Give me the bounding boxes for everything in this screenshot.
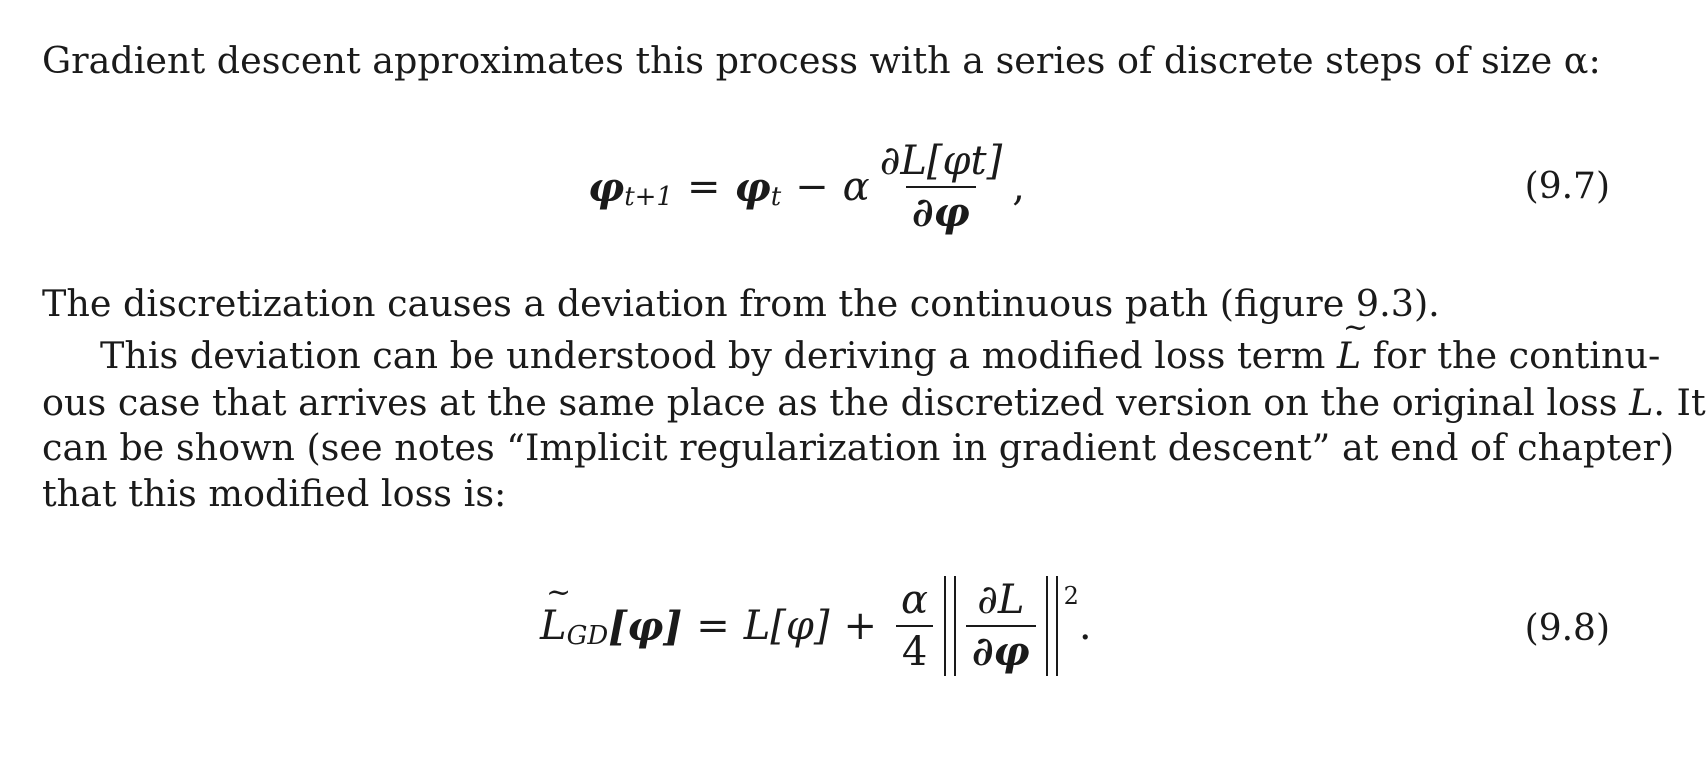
equation-9-8 xyxy=(540,576,1092,676)
eq2-gradient-denominator: ∂φ xyxy=(966,625,1036,673)
paragraph-discretization xyxy=(42,279,1440,328)
eq1-rhs-subscript: t xyxy=(770,182,782,212)
paragraph-deviation-line3 xyxy=(42,423,1674,472)
eq2-norm xyxy=(938,576,1064,676)
line3-text: can be shown (see notes “Implicit regularization in gradient descent” at end of chapter) xyxy=(42,426,1675,469)
eq2-alpha-fraction xyxy=(895,579,934,673)
paragraph-intro xyxy=(42,36,1601,85)
eq2-four: 4 xyxy=(896,625,933,673)
line2-text-a: ous case that arrives at the same place as the discretized version on the original loss xyxy=(42,381,1630,424)
eq2-lhs-l: ~ L xyxy=(540,603,567,649)
line1-text-a: This deviation can be understood by deriving a modified loss term xyxy=(100,334,1337,377)
eq2-power: 2 xyxy=(1063,582,1079,610)
paragraph-deviation-line4 xyxy=(42,469,506,518)
eq1-rhs-symbol: φ xyxy=(734,163,771,211)
equation-9-7 xyxy=(588,140,1025,234)
eq2-norm-right-bar xyxy=(1046,576,1058,676)
equation-number-9-8: (9.8) xyxy=(1524,608,1610,649)
eq2-alpha: α xyxy=(901,577,929,623)
eq2-gradient-fraction xyxy=(966,579,1036,673)
eq1-lhs-subscript: t+1 xyxy=(624,182,673,212)
eq2-period: . xyxy=(1078,603,1092,649)
line2-l: L xyxy=(1629,381,1654,424)
paragraph-deviation-line2 xyxy=(42,378,1706,427)
eq2-norm-left-bar xyxy=(944,576,956,676)
eq2-plus: + xyxy=(843,603,878,649)
line2-text-c: . It xyxy=(1653,381,1706,424)
eq2-gradient-numerator: ∂L xyxy=(977,577,1025,623)
eq1-alpha: α xyxy=(842,164,870,210)
equation-number-9-7: (9.7) xyxy=(1524,166,1610,207)
paragraph-intro-text: Gradient descent approximates this process with a series of discrete steps of size α: xyxy=(42,39,1601,82)
eq2-lhs-subscript: GD xyxy=(566,621,609,651)
eq1-equals: = xyxy=(686,164,721,210)
eq1-minus: − xyxy=(795,164,829,210)
paragraph-deviation-line1 xyxy=(100,331,1660,380)
paragraph-discretization-text: The discretization causes a deviation from the continuous path (figure 9.3). xyxy=(42,282,1440,325)
line1-l-tilde: ~ L xyxy=(1337,331,1361,380)
eq1-comma: , xyxy=(1012,164,1025,210)
eq2-lhs-arg: [φ] xyxy=(608,602,683,650)
eq1-denominator: ∂φ xyxy=(906,186,976,234)
eq2-equals: = xyxy=(696,603,730,649)
eq1-lhs-symbol: φ xyxy=(588,163,625,211)
line1-text-c: for the continu- xyxy=(1361,334,1661,377)
eq2-rhs-term1: L[φ] xyxy=(743,603,830,649)
line4-text: that this modified loss is: xyxy=(42,472,507,515)
eq1-numerator: ∂L[φt] xyxy=(879,138,1003,184)
eq1-fraction xyxy=(874,140,1009,234)
